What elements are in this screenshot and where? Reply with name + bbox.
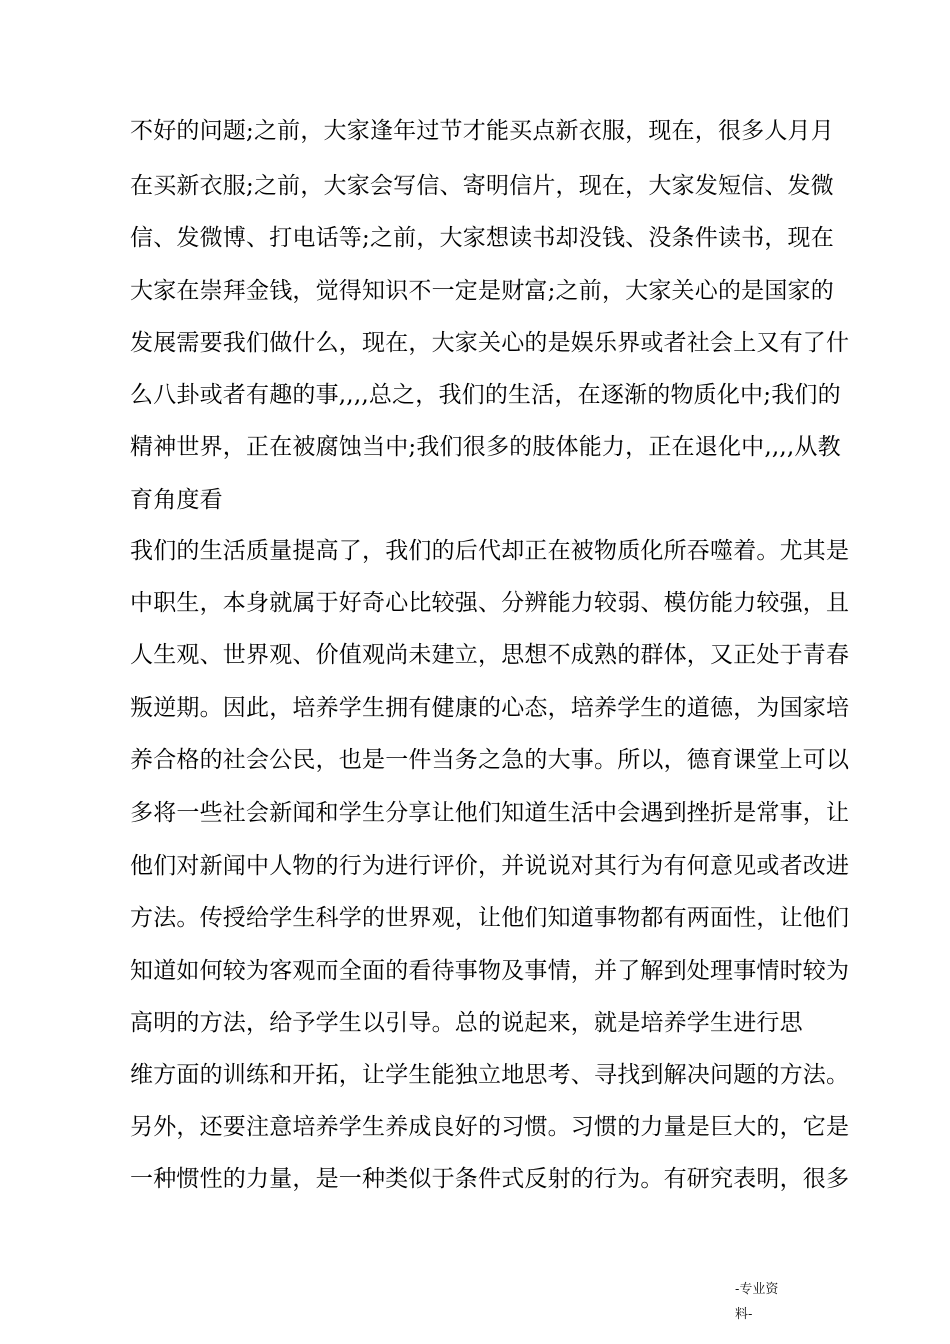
text-line: 养合格的社会公民，也是一件当务之急的大事。所以，德育课堂上可以: [130, 747, 850, 773]
text-line: 中职生，本身就属于好奇心比较强、分辨能力较弱、模仿能力较强，且: [130, 590, 850, 616]
text-line: 一种惯性的力量，是一种类似于条件式反射的行为。有研究表明，很多: [130, 1166, 850, 1192]
text-line: 维方面的训练和开拓，让学生能独立地思考、寻找到解决问题的方法。: [130, 1062, 850, 1088]
text-line: 精神世界，正在被腐蚀当中;我们很多的肢体能力，正在退化中,,,,从教: [130, 434, 841, 460]
footer-line: 料-: [735, 1307, 753, 1322]
text-line: 么八卦或者有趣的事,,,,总之，我们的生活，在逐渐的物质化中;我们的: [130, 382, 841, 408]
text-line: 知道如何较为客观而全面的看待事物及事情，并了解到处理事情时较为: [130, 958, 850, 984]
text-line: 在买新衣服;之前，大家会写信、寄明信片，现在，大家发短信、发微: [130, 173, 834, 199]
text-line: 不好的问题;之前，大家逢年过节才能买点新衣服，现在，很多人月月: [130, 118, 834, 144]
text-line: 另外，还要注意培养学生养成良好的习惯。习惯的力量是巨大的，它是: [130, 1114, 850, 1140]
text-line: 多将一些社会新闻和学生分享让他们知道生活中会遇到挫折是常事，让: [130, 800, 850, 826]
text-line: 方法。传授给学生科学的世界观，让他们知道事物都有两面性，让他们: [130, 905, 850, 931]
text-line: 我们的生活质量提高了，我们的后代却正在被物质化所吞噬着。尤其是: [130, 538, 850, 564]
text-line: 信、发微博、打电话等;之前，大家想读书却没钱、没条件读书，现在: [130, 225, 834, 251]
page-footer: [735, 1277, 805, 1327]
text-line: 他们对新闻中人物的行为进行评价，并说说对其行为有何意见或者改进: [130, 853, 850, 879]
text-line: 大家在崇拜金钱，觉得知识不一定是财富;之前，大家关心的是国家的: [130, 278, 834, 304]
footer-line: -专业资: [735, 1282, 779, 1297]
text-line: 叛逆期。因此，培养学生拥有健康的心态，培养学生的道德，为国家培: [130, 695, 850, 721]
text-line: 高明的方法，给予学生以引导。总的说起来，就是培养学生进行思: [130, 1010, 803, 1036]
text-line: 发展需要我们做什么，现在，大家关心的是娱乐界或者社会上又有了什: [130, 330, 850, 356]
text-line: 人生观、世界观、价值观尚未建立，思想不成熟的群体，又正处于青春: [130, 642, 850, 668]
text-line: 育角度看: [130, 487, 223, 513]
